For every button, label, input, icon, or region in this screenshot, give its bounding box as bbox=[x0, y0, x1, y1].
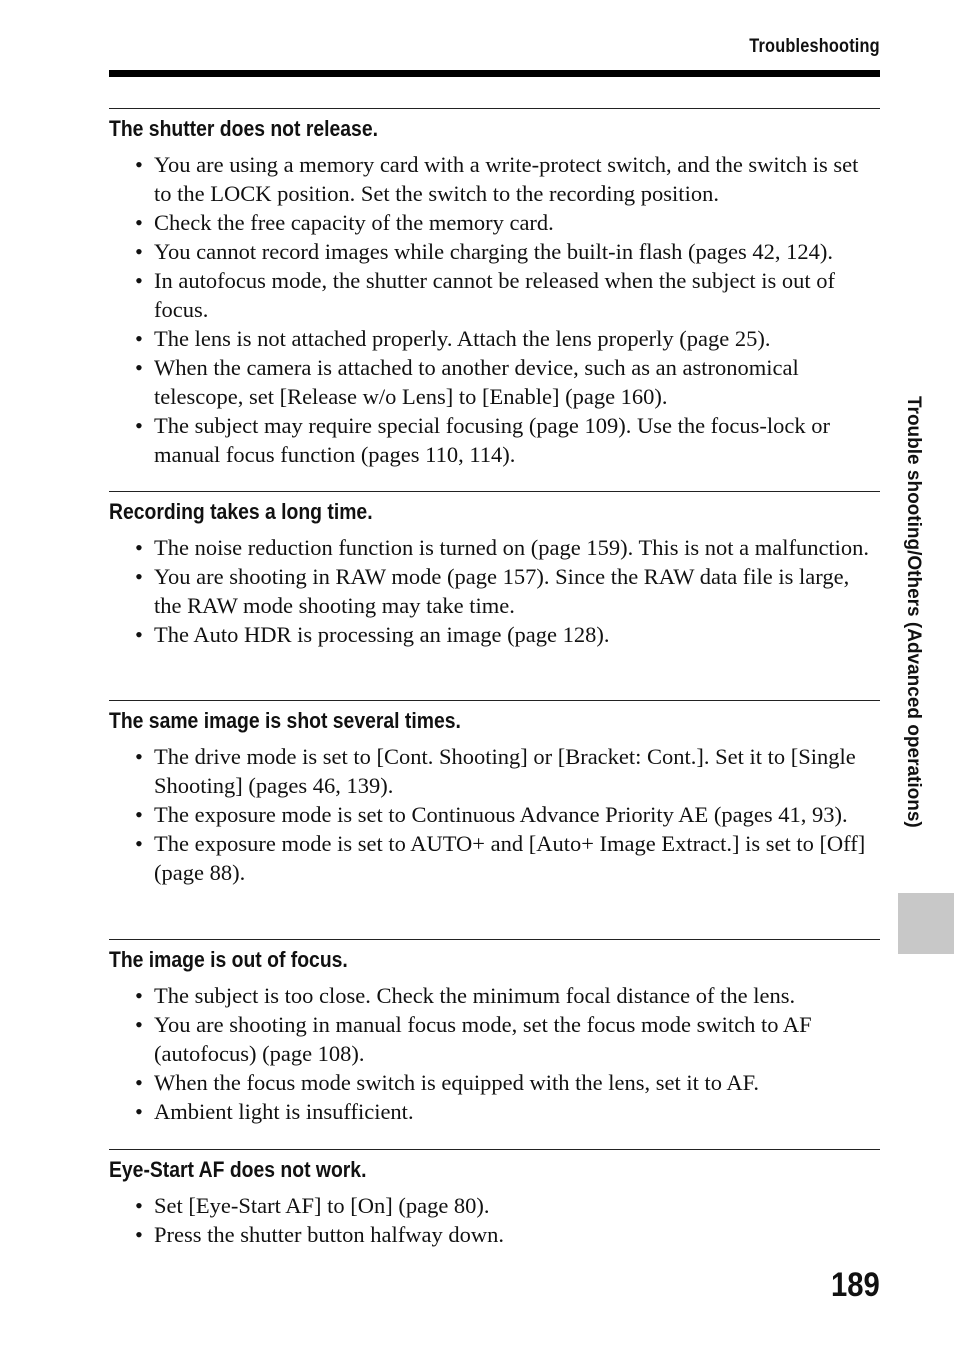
list-item-text: The Auto HDR is processing an image (page 128). bbox=[154, 622, 610, 647]
bullet-glyph: • bbox=[135, 1099, 143, 1124]
section-heading: The same image is shot several times. bbox=[109, 708, 461, 733]
bullet-glyph: • bbox=[135, 239, 143, 264]
bullet-list bbox=[109, 533, 880, 649]
bullet-glyph: • bbox=[135, 355, 143, 380]
list-item bbox=[109, 742, 880, 800]
bullet-glyph: • bbox=[135, 983, 143, 1008]
list-item-text: Ambient light is insufficient. bbox=[154, 1099, 414, 1124]
list-item bbox=[109, 1191, 880, 1220]
list-item-text: Set [Eye-Start AF] to [On] (page 80). bbox=[154, 1193, 490, 1218]
list-item-text: The subject is too close. Check the minimum focal distance of the lens. bbox=[154, 983, 796, 1008]
list-item-text: The subject may require special focusing (page 109). Use the focus-lock or manual focus function (pages 110, 114). bbox=[154, 413, 831, 467]
troubleshooting-section bbox=[109, 939, 880, 1126]
list-item-text: You cannot record images while charging the built-in flash (pages 42, 124). bbox=[154, 239, 834, 264]
list-item-text: Check the free capacity of the memory card. bbox=[154, 210, 554, 235]
troubleshooting-section bbox=[109, 1149, 880, 1249]
list-item bbox=[109, 324, 880, 353]
troubleshooting-section bbox=[109, 491, 880, 649]
bullet-glyph: • bbox=[135, 268, 143, 293]
list-item bbox=[109, 266, 880, 324]
section-heading: The image is out of focus. bbox=[109, 947, 348, 972]
bullet-glyph: • bbox=[135, 802, 143, 827]
list-item-text: The lens is not attached properly. Attach the lens properly (page 25). bbox=[154, 326, 771, 351]
bullet-glyph: • bbox=[135, 564, 143, 589]
troubleshooting-section bbox=[109, 108, 880, 469]
bullet-glyph: • bbox=[135, 413, 143, 438]
list-item-text: Press the shutter button halfway down. bbox=[154, 1222, 504, 1247]
list-item bbox=[109, 353, 880, 411]
list-item bbox=[109, 411, 880, 469]
list-item-text: You are shooting in manual focus mode, set the focus mode switch to AF (autofocus) (page 108). bbox=[154, 1012, 812, 1066]
header-rule bbox=[109, 70, 880, 77]
bullet-glyph: • bbox=[135, 535, 143, 560]
bullet-list bbox=[109, 981, 880, 1126]
bullet-glyph: • bbox=[135, 1070, 143, 1095]
list-item bbox=[109, 829, 880, 887]
list-item bbox=[109, 981, 880, 1010]
list-item bbox=[109, 1097, 880, 1126]
bullet-glyph: • bbox=[135, 1012, 143, 1037]
list-item bbox=[109, 237, 880, 266]
bullet-list bbox=[109, 1191, 880, 1249]
bullet-glyph: • bbox=[135, 831, 143, 856]
bullet-glyph: • bbox=[135, 326, 143, 351]
section-heading: Recording takes a long time. bbox=[109, 499, 373, 524]
bullet-glyph: • bbox=[135, 1193, 143, 1218]
list-item bbox=[109, 208, 880, 237]
list-item bbox=[109, 562, 880, 620]
bullet-list bbox=[109, 150, 880, 469]
list-item-text: When the focus mode switch is equipped with the lens, set it to AF. bbox=[154, 1070, 759, 1095]
list-item-text: The exposure mode is set to Continuous Advance Priority AE (pages 41, 93). bbox=[154, 802, 848, 827]
list-item-text: When the camera is attached to another device, such as an astronomical telescope, set [Release w/o Lens] to [Enable] (page 160). bbox=[154, 355, 799, 409]
bullet-glyph: • bbox=[135, 1222, 143, 1247]
list-item bbox=[109, 620, 880, 649]
side-thumb-tab bbox=[898, 893, 954, 954]
list-item-text: You are using a memory card with a write-protect switch, and the switch is set to the LOCK position. Set the switch to the recording position. bbox=[154, 152, 859, 206]
bullet-glyph: • bbox=[135, 622, 143, 647]
bullet-list bbox=[109, 742, 880, 887]
page-number: 189 bbox=[831, 1266, 880, 1304]
list-item-text: You are shooting in RAW mode (page 157). Since the RAW data file is large, the RAW mode shooting may take time. bbox=[154, 564, 850, 618]
list-item bbox=[109, 150, 880, 208]
list-item-text: In autofocus mode, the shutter cannot be released when the subject is out of focus. bbox=[154, 268, 836, 322]
side-section-label: Trouble shooting/Others (Advanced operations) bbox=[903, 396, 924, 828]
list-item bbox=[109, 1220, 880, 1249]
list-item-text: The noise reduction function is turned on (page 159). This is not a malfunction. bbox=[154, 535, 870, 560]
running-header: Troubleshooting bbox=[749, 36, 880, 57]
list-item bbox=[109, 1010, 880, 1068]
bullet-glyph: • bbox=[135, 152, 143, 177]
bullet-glyph: • bbox=[135, 210, 143, 235]
list-item bbox=[109, 533, 880, 562]
list-item-text: The drive mode is set to [Cont. Shooting] or [Bracket: Cont.]. Set it to [Single Shooting] (pages 46, 139). bbox=[154, 744, 856, 798]
section-heading: Eye-Start AF does not work. bbox=[109, 1157, 367, 1182]
troubleshooting-section bbox=[109, 700, 880, 887]
list-item-text: The exposure mode is set to AUTO+ and [Auto+ Image Extract.] is set to [Off] (page 88). bbox=[154, 831, 866, 885]
bullet-glyph: • bbox=[135, 744, 143, 769]
section-heading: The shutter does not release. bbox=[109, 116, 378, 141]
list-item bbox=[109, 1068, 880, 1097]
list-item bbox=[109, 800, 880, 829]
